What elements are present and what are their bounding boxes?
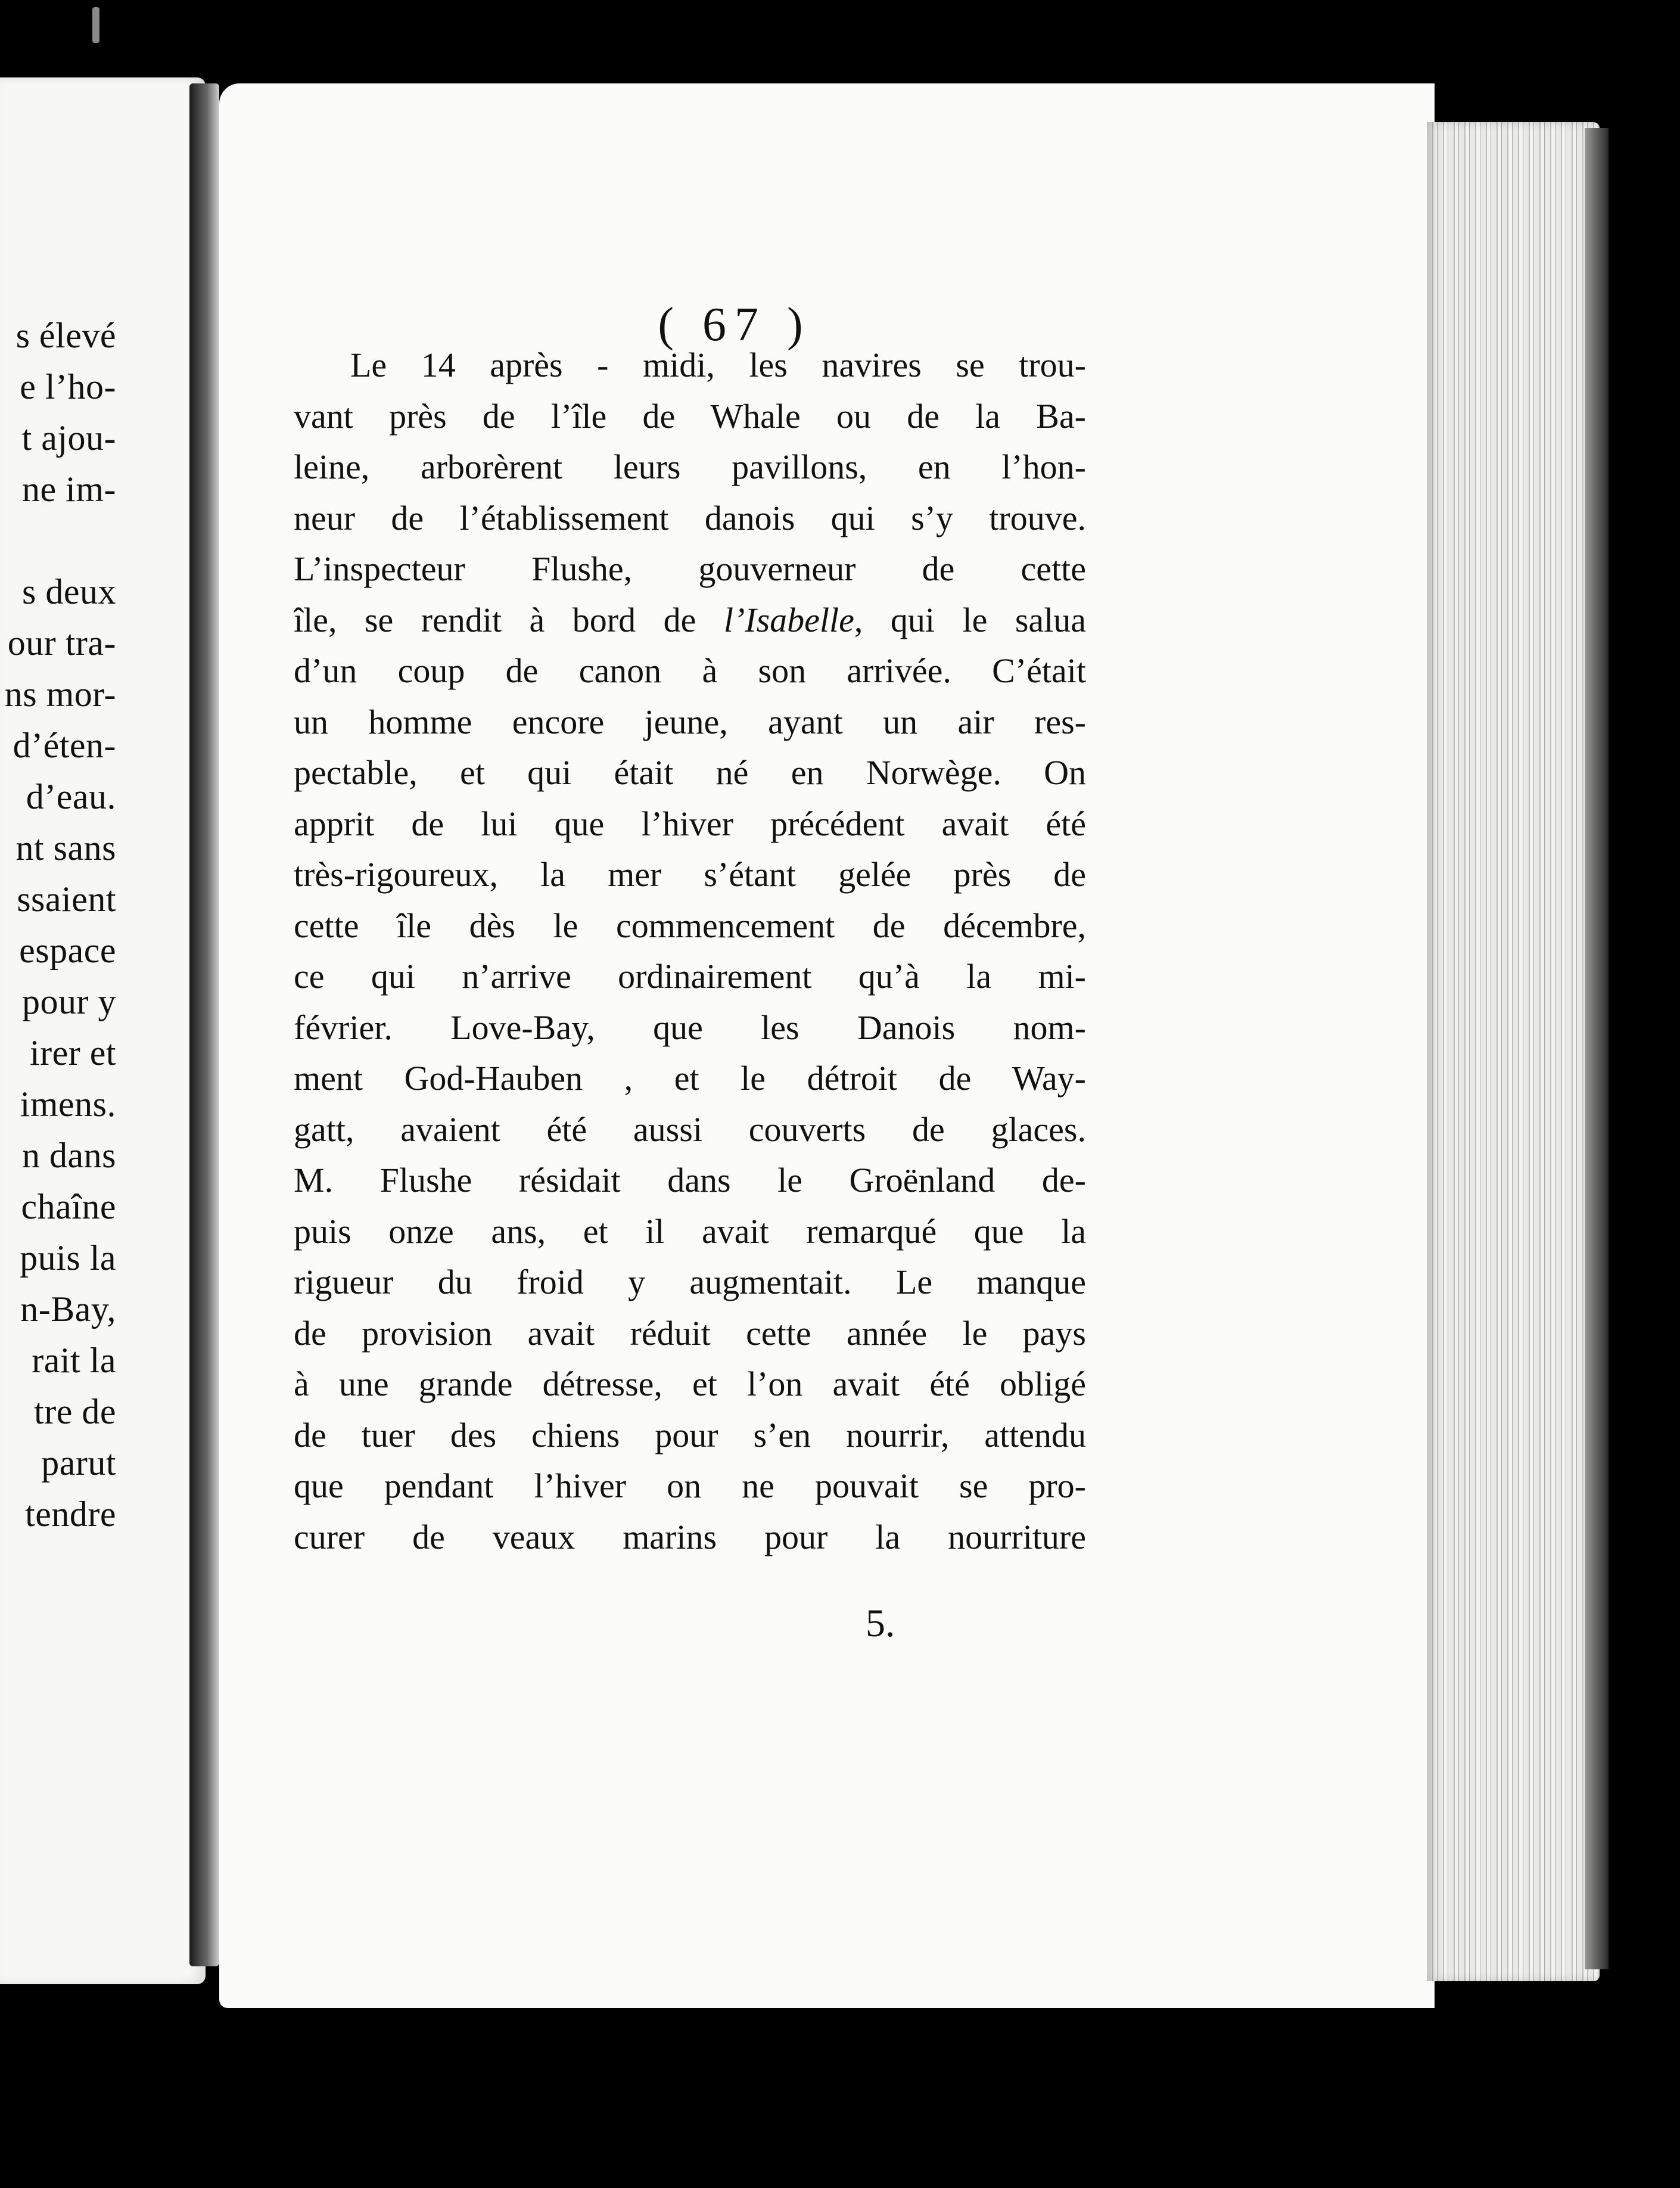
page-stack-edge bbox=[1427, 122, 1600, 1981]
left-line: tendre bbox=[25, 1494, 116, 1534]
text-line: curer de veaux marins pour la nourriture bbox=[294, 1517, 1086, 1556]
left-line: parut bbox=[41, 1443, 116, 1483]
left-line: ns mor- bbox=[4, 675, 116, 714]
left-line: pour y bbox=[22, 982, 116, 1021]
left-line: tre de bbox=[34, 1392, 116, 1431]
text-line: puis onze ans, et il avait remarqué que la bbox=[294, 1211, 1086, 1251]
left-line: chaîne bbox=[21, 1187, 116, 1226]
left-line: n dans bbox=[22, 1136, 116, 1175]
text-line: ment God-Hauben , et le détroit de Way- bbox=[294, 1059, 1086, 1098]
text-line: apprit de lui que l’hiver précédent avait été bbox=[294, 804, 1086, 843]
signature-mark: 5. bbox=[866, 1602, 895, 1645]
left-line: ne im- bbox=[22, 470, 116, 509]
left-line: espace bbox=[19, 931, 116, 970]
text-line: très-rigoureux, la mer s’étant gelée près de bbox=[294, 855, 1086, 894]
text-line: Le 14 après - midi, les navires se trou- bbox=[350, 346, 1086, 384]
left-line: our tra- bbox=[7, 623, 116, 663]
text-line: ce qui n’arrive ordinairement qu’à la mi- bbox=[294, 957, 1086, 996]
text-line: pectable, et qui était né en Norwège. On bbox=[294, 753, 1086, 792]
page-number: ( 67 ) bbox=[658, 299, 811, 351]
right-page bbox=[219, 83, 1435, 2008]
left-line: irer et bbox=[29, 1033, 116, 1073]
text-line-end: , qui le salua bbox=[854, 600, 1086, 639]
text-line: de tuer des chiens pour s’en nourrir, attendu bbox=[294, 1415, 1086, 1454]
body-text bbox=[294, 340, 1086, 1562]
book-gutter bbox=[189, 83, 219, 1966]
page-stack-shadow bbox=[1585, 128, 1609, 1969]
left-line: ssaient bbox=[17, 879, 116, 919]
left-line: d’eau. bbox=[26, 777, 116, 816]
text-line-start: île, se rendit à bord de bbox=[294, 600, 724, 639]
text-line: cette île dès le commencement de décembre, bbox=[294, 906, 1086, 945]
text-line: leine, arborèrent leurs pavillons, en l’hon- bbox=[294, 447, 1086, 486]
text-line: que pendant l’hiver on ne pouvait se pro- bbox=[294, 1466, 1086, 1505]
text-line: février. Love-Bay, que les Danois nom- bbox=[294, 1008, 1086, 1047]
left-page bbox=[0, 77, 206, 1984]
edge-speck bbox=[92, 7, 99, 43]
ship-name: l’Isabelle bbox=[723, 600, 854, 639]
left-line: rait la bbox=[32, 1341, 116, 1380]
text-line: gatt, avaient été aussi couverts de glaces. bbox=[294, 1109, 1086, 1149]
left-line: imens. bbox=[20, 1084, 116, 1124]
text-line: rigueur du froid y augmentait. Le manque bbox=[294, 1263, 1086, 1301]
text-line: neur de l’établissement danois qui s’y trouve. bbox=[294, 498, 1086, 537]
text-line: de provision avait réduit cette année le pays bbox=[294, 1313, 1086, 1353]
text-line: d’un coup de canon à son arrivée. C’était bbox=[294, 651, 1086, 690]
left-line: nt sans bbox=[15, 828, 116, 868]
left-line: d’éten- bbox=[13, 726, 116, 765]
left-line: e l’ho- bbox=[20, 367, 116, 406]
left-line: s élevé bbox=[15, 316, 116, 355]
text-line-with-italic bbox=[294, 595, 1086, 646]
text-line: un homme encore jeune, ayant un air res- bbox=[294, 702, 1086, 741]
text-line: vant près de l’île de Whale ou de la Ba- bbox=[294, 396, 1086, 436]
left-line: s deux bbox=[22, 572, 116, 611]
left-line: puis la bbox=[20, 1238, 116, 1278]
text-line: à une grande détresse, et l’on avait été obligé bbox=[294, 1365, 1086, 1403]
left-line: t ajou- bbox=[21, 418, 116, 458]
left-line: n-Bay, bbox=[20, 1289, 116, 1329]
text-line: L’inspecteur Flushe, gouverneur de cette bbox=[294, 549, 1086, 588]
text-line: M. Flushe résidait dans le Groënland de- bbox=[294, 1161, 1086, 1199]
